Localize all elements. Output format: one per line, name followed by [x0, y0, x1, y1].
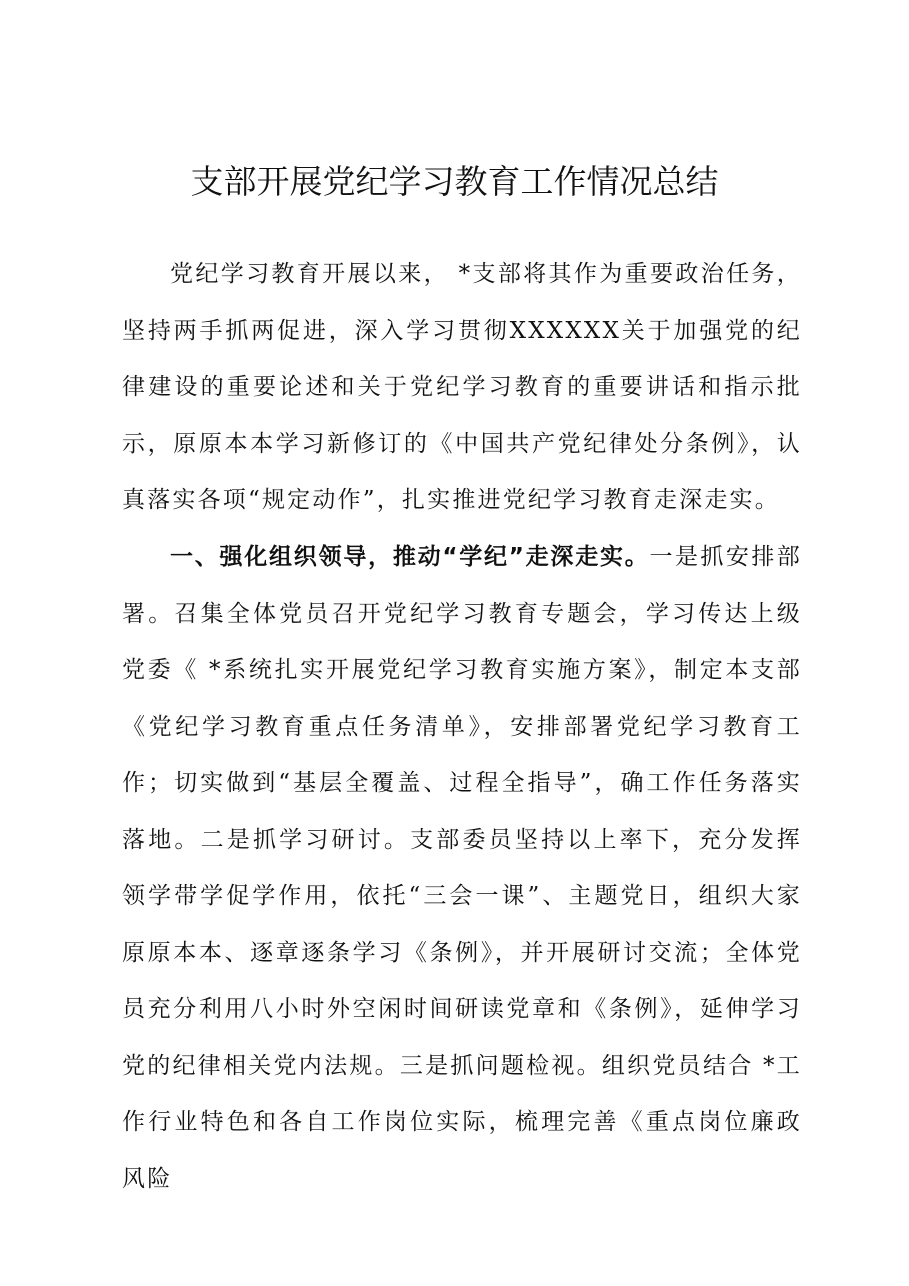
paragraph-intro: 党纪学习教育开展以来， *支部将其作为重要政治任务，坚持两手抓两促进，深入学习贯彻XXXXXX关于加强党的纪律建设的重要论述和关于党纪学习教育的重要讲话和指示批示，原原本本学习新修订的《中国共产党纪律处分条例》，认真落实各项“规定动作”，扎实推进党纪学习教育走深走实。 [122, 261, 802, 513]
section-heading: 一、强化组织领导，推动“学纪”走深走实。 [170, 544, 650, 570]
paragraph-section-one [122, 529, 802, 1207]
document-title: 支部开展党纪学习教育工作情况总结 [190, 162, 719, 201]
section-body: 一是抓安排部署。召集全体党员召开党纪学习教育专题会，学习传达上级党委《 *系统扎实开展党纪学习教育实施方案》，制定本支部《党纪学习教育重点任务清单》，安排部署党纪学习教育工作；切实做到“基层全覆盖、过程全指导”，确工作任务落实落地。二是抓学习研讨。支部委员坚持以上率下，充分发挥领学带学促学作用，依托“三会一课”、主题党日，组织大家原原本本、逐章逐条学习《条例》，并开展研讨交流；全体党员充分利用八小时外空闲时间研读党章和《条例》，延伸学习党的纪律相关党内法规。三是抓问题检视。组织党员结合 *工作行业特色和各自工作岗位实际，梳理完善《重点岗位廉政风险 [122, 544, 802, 1192]
